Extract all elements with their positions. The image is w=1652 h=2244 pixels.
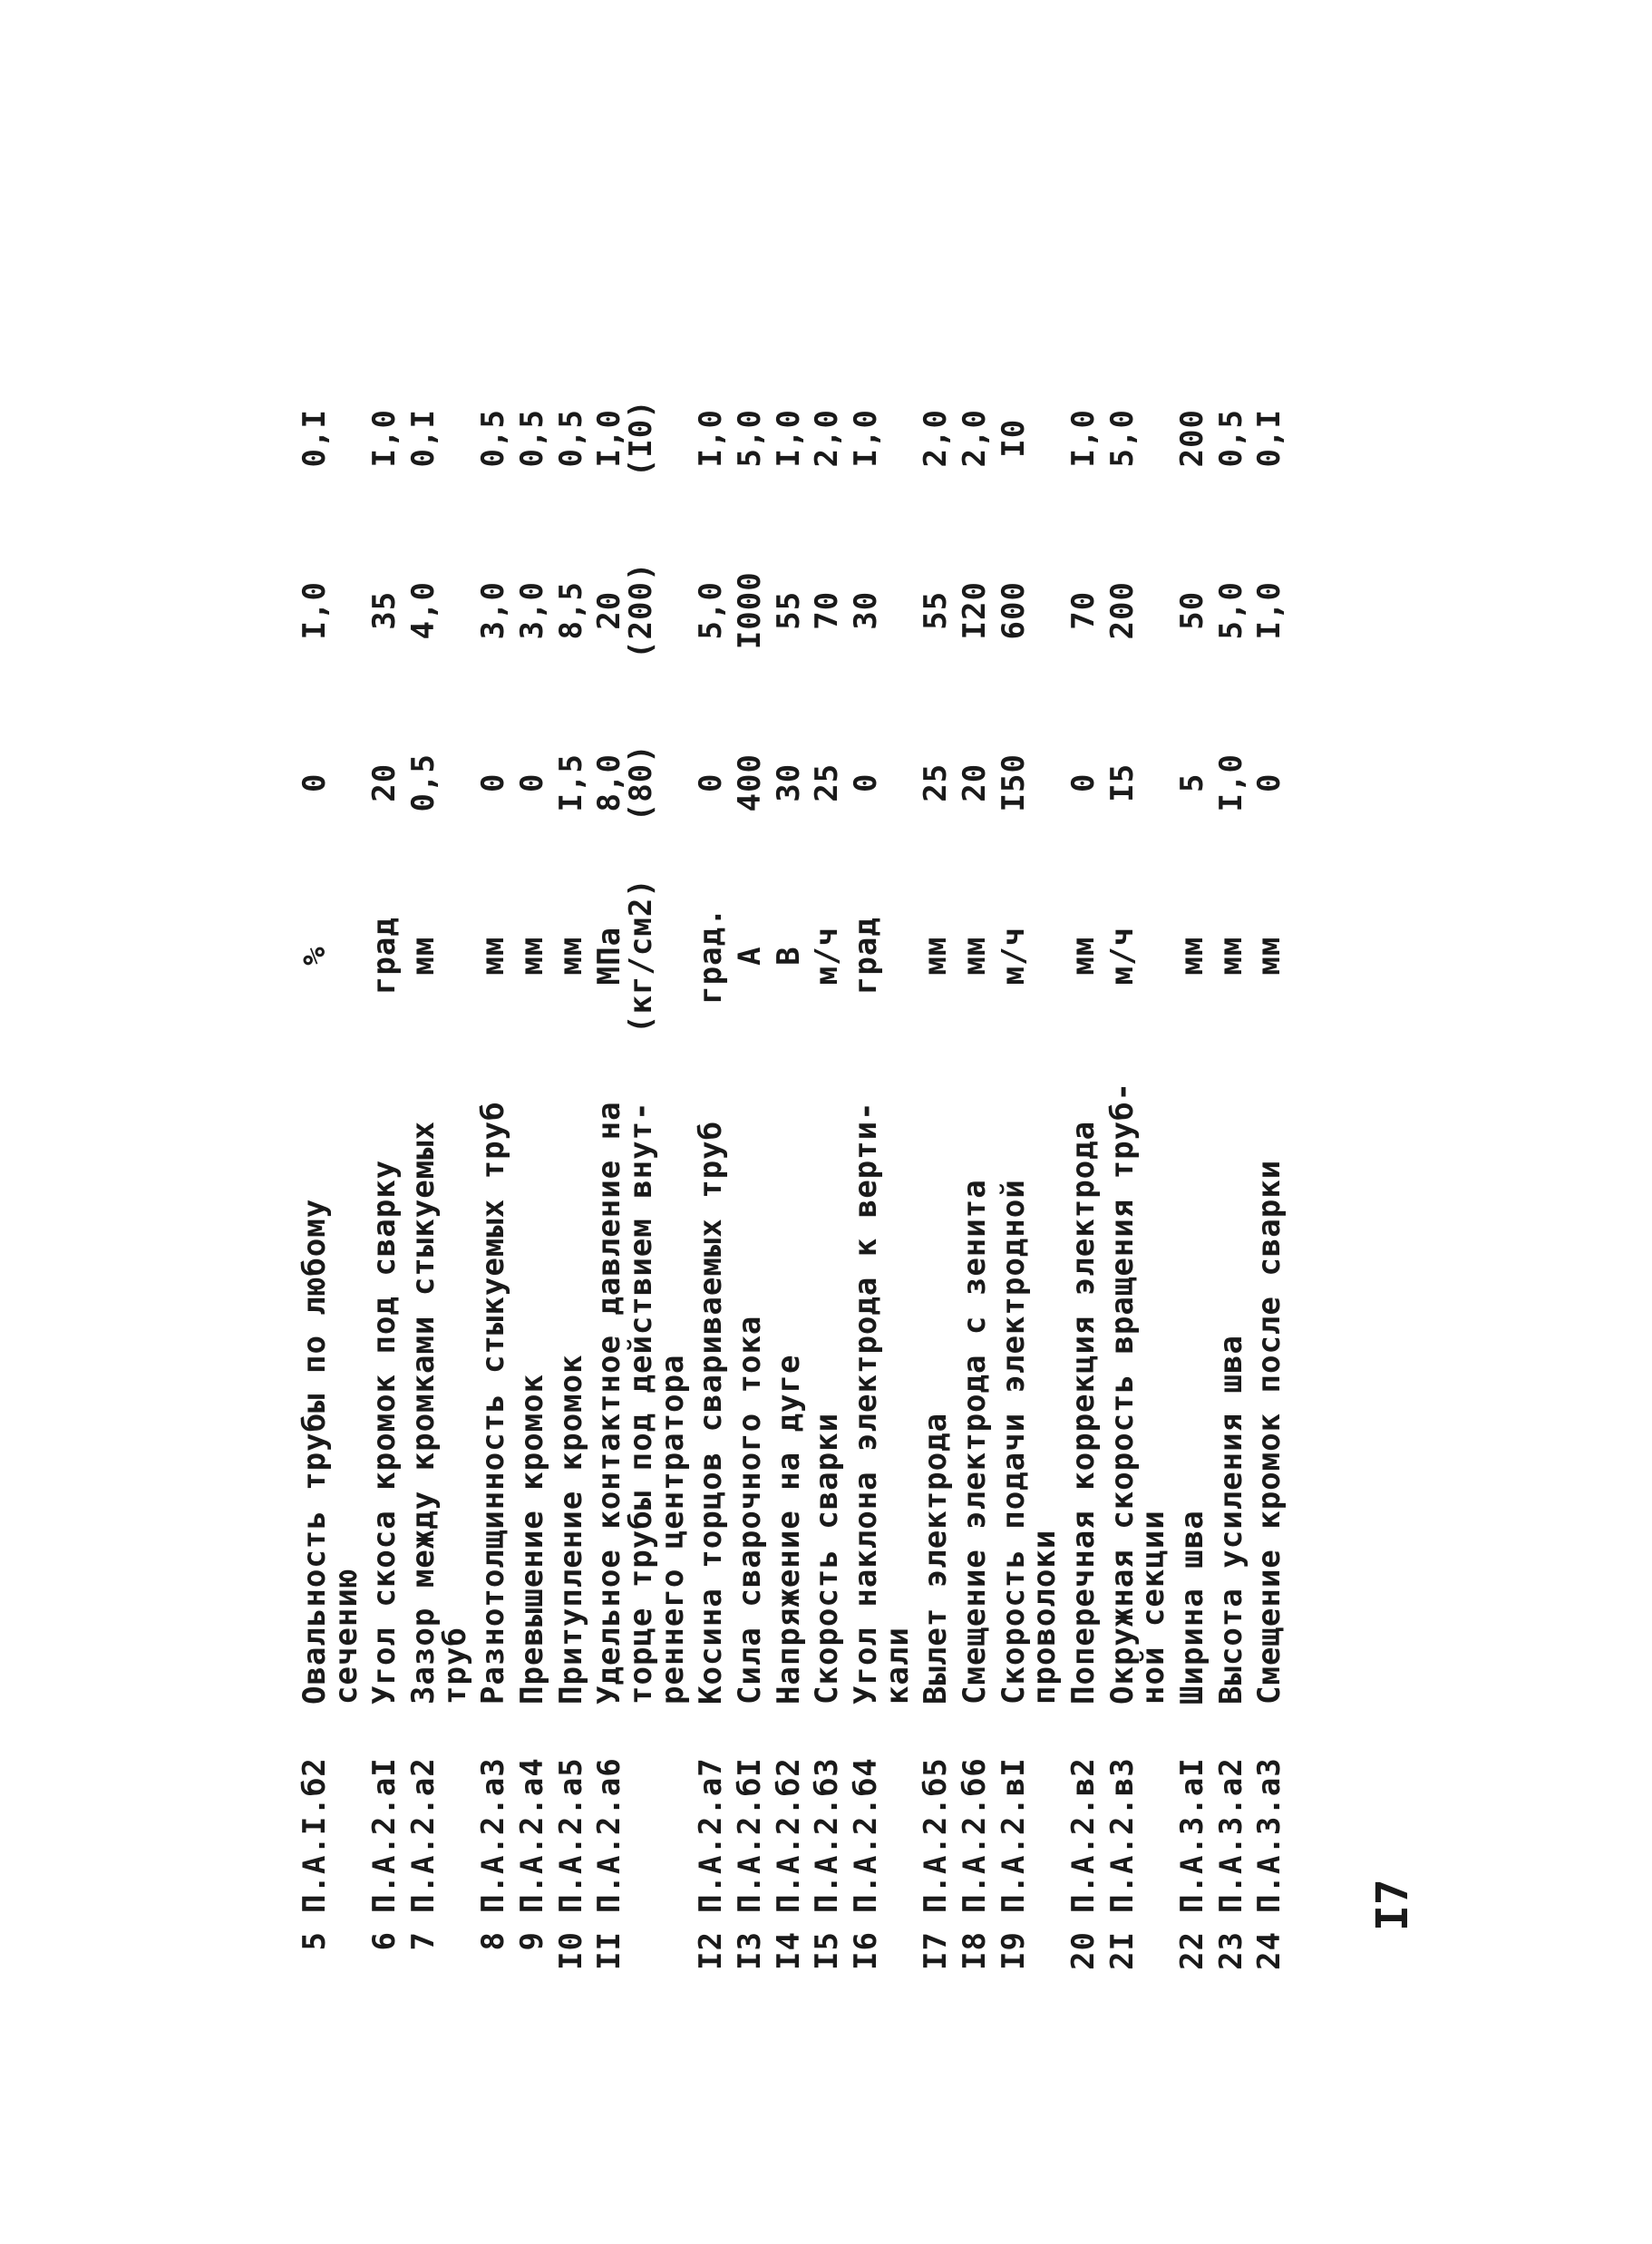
parameter-name xyxy=(296,1043,369,1714)
parameter-name-line: Смещение кромок после сварки xyxy=(1251,1159,1288,1705)
unit-cell-line: мм xyxy=(957,936,994,976)
max-value xyxy=(770,524,812,696)
min-value xyxy=(552,696,595,869)
parameter-code: П.А.2.а3 xyxy=(475,1757,512,1913)
parameter-name xyxy=(1212,1043,1255,1714)
min-value-line: 25 xyxy=(809,763,846,802)
min-value xyxy=(591,696,695,869)
parameter-code: П.А.3.а2 xyxy=(1212,1757,1249,1913)
accuracy-value xyxy=(514,352,556,524)
table-row xyxy=(811,352,850,1995)
accuracy-value-line: I,0 xyxy=(693,409,730,468)
table-row xyxy=(998,352,1068,1995)
row-number: I8 xyxy=(957,1931,994,1970)
parameter-name xyxy=(366,1043,408,1714)
min-value-line: I,0 xyxy=(1212,753,1249,812)
unit-cell xyxy=(405,869,478,1043)
parameter-code: П.А.2.а4 xyxy=(514,1757,551,1913)
parameter-name xyxy=(1065,1043,1107,1714)
parameter-code: П.А.3.а3 xyxy=(1251,1757,1288,1913)
unit-cell xyxy=(475,869,517,1043)
parameter-code: П.А.2.а5 xyxy=(552,1757,589,1913)
parameter-name-line: Высота усиления шва xyxy=(1212,1335,1249,1705)
max-value-line: 30 xyxy=(848,590,885,630)
max-value xyxy=(366,524,408,696)
unit-cell xyxy=(959,869,998,1043)
max-value xyxy=(734,524,773,696)
parameter-name xyxy=(475,1043,517,1714)
unit-cell-line: (кг/см2) xyxy=(623,878,660,1034)
unit-cell-line: % xyxy=(296,946,333,966)
max-value-line: 3,0 xyxy=(514,581,551,640)
min-value xyxy=(1103,696,1177,869)
row-number: I2 xyxy=(693,1931,730,1970)
unit-cell-line: МПа xyxy=(591,926,628,986)
unit-cell-line: мм xyxy=(1065,936,1103,976)
unit-cell xyxy=(1103,869,1177,1043)
accuracy-value xyxy=(920,352,959,524)
max-value-line: 20 xyxy=(591,590,628,630)
max-value-line: 8,5 xyxy=(552,581,589,640)
min-value-line: 0 xyxy=(693,772,730,792)
unit-cell xyxy=(1212,869,1255,1043)
accuracy-value xyxy=(1065,352,1107,524)
max-value xyxy=(1065,524,1107,696)
unit-cell-line: В xyxy=(770,946,807,966)
table-row xyxy=(734,352,773,1995)
unit-cell-line: град xyxy=(366,917,403,996)
table-row xyxy=(1177,352,1216,1995)
table-row xyxy=(959,352,998,1995)
parameter-table-body xyxy=(296,352,1293,1995)
min-value xyxy=(475,696,517,869)
parameter-name xyxy=(811,1043,850,1714)
min-value-line: I5 xyxy=(1103,763,1141,802)
row-number: 6 xyxy=(366,1931,403,1951)
table-row xyxy=(517,352,556,1995)
min-value-line: 8,0 xyxy=(591,753,628,812)
max-value xyxy=(959,524,998,696)
parameter-code: П.А.2.в2 xyxy=(1065,1757,1103,1913)
parameter-name xyxy=(1251,1043,1293,1714)
accuracy-value xyxy=(475,352,517,524)
accuracy-value-line: 0,5 xyxy=(552,409,589,468)
table-row xyxy=(369,352,408,1995)
unit-cell xyxy=(811,869,850,1043)
unit-cell xyxy=(920,869,959,1043)
unit-cell xyxy=(995,869,1068,1043)
page-number: I7 xyxy=(1367,1879,1418,1931)
parameter-name xyxy=(850,1043,920,1714)
accuracy-value xyxy=(1251,352,1293,524)
unit-cell-line: мм xyxy=(514,936,551,976)
min-value xyxy=(1212,696,1255,869)
parameter-code: П.А.I.б2 xyxy=(296,1757,333,1913)
parameter-name xyxy=(1103,1043,1177,1714)
max-value xyxy=(995,524,1068,696)
unit-cell-line: м/ч xyxy=(995,926,1032,986)
parameter-name xyxy=(995,1043,1068,1714)
max-value xyxy=(1251,524,1293,696)
min-value-line: (80) xyxy=(623,743,660,822)
parameter-name-line: проволоки xyxy=(1026,1529,1064,1705)
min-value xyxy=(514,696,556,869)
parameter-name xyxy=(959,1043,998,1714)
parameter-name-line: Ширина шва xyxy=(1174,1510,1211,1705)
parameter-name xyxy=(591,1043,695,1714)
parameter-name-line: Косина торцов свариваемых труб xyxy=(693,1120,730,1705)
accuracy-value-line: I,0 xyxy=(848,409,885,468)
parameter-name xyxy=(734,1043,773,1714)
parameter-code: П.А.2.а6 xyxy=(591,1757,628,1913)
max-value xyxy=(920,524,959,696)
max-value xyxy=(591,524,695,696)
accuracy-value xyxy=(959,352,998,524)
max-value-line: 70 xyxy=(1065,590,1103,630)
parameter-code: П.А.2.б6 xyxy=(957,1757,994,1913)
row-number: 20 xyxy=(1065,1931,1103,1970)
accuracy-value xyxy=(366,352,408,524)
min-value-line: I,5 xyxy=(552,753,589,812)
table-row xyxy=(850,352,920,1995)
parameter-name xyxy=(552,1043,595,1714)
table-row xyxy=(594,352,695,1995)
max-value xyxy=(850,524,920,696)
parameter-name-line: Сила сварочного тока xyxy=(732,1315,769,1705)
max-value-line: 200 xyxy=(1103,581,1141,640)
parameter-name-line: Вылет электрода xyxy=(918,1412,955,1705)
max-value-line: 35 xyxy=(366,590,403,630)
parameter-name-line: Притупление кромок xyxy=(552,1354,589,1705)
accuracy-value-line: 0,5 xyxy=(514,409,551,468)
max-value-line: 50 xyxy=(1174,590,1211,630)
table-row xyxy=(695,352,734,1995)
parameter-code: П.А.2.а7 xyxy=(693,1757,730,1913)
unit-cell xyxy=(850,869,920,1043)
accuracy-value xyxy=(995,352,1068,524)
accuracy-value xyxy=(1103,352,1177,524)
min-value xyxy=(1065,696,1107,869)
min-value xyxy=(734,696,773,869)
unit-cell xyxy=(591,869,695,1043)
table-row xyxy=(1107,352,1177,1995)
max-value xyxy=(475,524,517,696)
parameter-name xyxy=(1174,1043,1216,1714)
accuracy-value xyxy=(1174,352,1216,524)
accuracy-value-line: 0,5 xyxy=(475,409,512,468)
max-value xyxy=(514,524,556,696)
row-number: 9 xyxy=(514,1931,551,1951)
min-value-line: 30 xyxy=(770,763,807,802)
min-value xyxy=(850,696,920,869)
accuracy-value-line: 5,0 xyxy=(732,409,769,468)
parameter-name-line: труб xyxy=(436,1627,473,1705)
row-number: I6 xyxy=(848,1931,885,1970)
max-value xyxy=(695,524,734,696)
parameter-name-line: Разнотолщинность стыкуемых труб xyxy=(475,1101,512,1705)
min-value-line: 0 xyxy=(1065,772,1103,792)
accuracy-value-line: 2,0 xyxy=(957,409,994,468)
parameter-name-line: кали xyxy=(879,1627,916,1705)
row-number: 8 xyxy=(475,1931,512,1951)
accuracy-value xyxy=(591,352,695,524)
max-value-line: I20 xyxy=(957,581,994,640)
unit-cell-line: м/ч xyxy=(809,926,846,986)
min-value xyxy=(995,696,1068,869)
min-value xyxy=(770,696,812,869)
row-number: I3 xyxy=(732,1931,769,1970)
parameter-name-line: ной секции xyxy=(1135,1510,1172,1705)
min-value-line: 0,5 xyxy=(405,753,442,812)
parameter-name-line: Скорость подачи электродной xyxy=(995,1179,1032,1705)
parameter-name xyxy=(514,1043,556,1714)
parameter-name xyxy=(920,1043,959,1714)
max-value-line: 4,0 xyxy=(405,581,442,640)
parameter-name-line: Удельное контактное давление на xyxy=(591,1101,628,1705)
unit-cell xyxy=(296,869,369,1043)
unit-cell-line: град. xyxy=(693,907,730,1005)
unit-cell-line: мм xyxy=(1251,936,1288,976)
row-number: 22 xyxy=(1174,1931,1211,1970)
row-number: 23 xyxy=(1212,1931,1249,1970)
max-value-line: 5,0 xyxy=(693,581,730,640)
min-value xyxy=(296,696,369,869)
table-row xyxy=(773,352,812,1995)
accuracy-value-line: 2,0 xyxy=(809,409,846,468)
parameter-code: П.А.3.аI xyxy=(1174,1757,1211,1913)
row-number: II xyxy=(591,1931,628,1970)
row-number: I4 xyxy=(770,1931,807,1970)
max-value-line: 5,0 xyxy=(1212,581,1249,640)
parameter-name-line: реннего центратора xyxy=(654,1354,691,1705)
parameter-code: П.А.2.б5 xyxy=(918,1757,955,1913)
table-row xyxy=(1254,352,1293,1995)
row-number: 2I xyxy=(1103,1931,1141,1970)
min-value xyxy=(959,696,998,869)
unit-cell-line: град xyxy=(848,917,885,996)
table-row xyxy=(1216,352,1255,1995)
parameter-name-line: торце трубы под действием внут- xyxy=(623,1101,660,1705)
accuracy-value xyxy=(296,352,369,524)
parameter-name xyxy=(695,1043,734,1714)
accuracy-value-line: (I0) xyxy=(623,399,660,478)
accuracy-value-line: 0,5 xyxy=(1212,409,1249,468)
max-value-line: 600 xyxy=(995,581,1032,640)
parameter-name-line: Поперечная коррекция электрода xyxy=(1065,1120,1103,1705)
unit-cell-line: А xyxy=(732,946,769,966)
parameter-name-line: Угол скоса кромок под сварку xyxy=(366,1159,403,1705)
unit-cell xyxy=(552,869,595,1043)
min-value-line: 0 xyxy=(296,772,333,792)
max-value-line: I,0 xyxy=(1251,581,1288,640)
accuracy-value xyxy=(734,352,773,524)
max-value-line: 3,0 xyxy=(475,581,512,640)
min-value-line: 0 xyxy=(514,772,551,792)
unit-cell-line: мм xyxy=(1212,936,1249,976)
unit-cell xyxy=(514,869,556,1043)
parameter-name-line: Овальность трубы по любому сечению xyxy=(296,1198,364,1705)
unit-cell xyxy=(1174,869,1216,1043)
min-value-line: I50 xyxy=(995,753,1032,812)
max-value-line: I000 xyxy=(732,571,769,650)
min-value-line: 400 xyxy=(732,753,769,812)
unit-cell-line: мм xyxy=(475,936,512,976)
unit-cell xyxy=(734,869,773,1043)
accuracy-value xyxy=(695,352,734,524)
parameter-code: П.А.2.аI xyxy=(366,1757,403,1913)
max-value xyxy=(405,524,478,696)
table-row xyxy=(920,352,959,1995)
max-value-line: (200) xyxy=(623,561,660,659)
table-row xyxy=(556,352,595,1995)
parameter-code: П.А.2.б3 xyxy=(809,1757,846,1913)
accuracy-value-line: I,0 xyxy=(770,409,807,468)
parameter-code: П.А.2.б4 xyxy=(848,1757,885,1913)
min-value-line: 0 xyxy=(848,772,885,792)
max-value-line: 70 xyxy=(809,590,846,630)
table-row xyxy=(408,352,478,1995)
unit-cell xyxy=(695,869,734,1043)
min-value-line: 0 xyxy=(475,772,512,792)
min-value-line: 20 xyxy=(957,763,994,802)
accuracy-value-line: 200 xyxy=(1174,409,1211,468)
accuracy-value xyxy=(770,352,812,524)
table-row xyxy=(478,352,517,1995)
min-value xyxy=(811,696,850,869)
accuracy-value-line: I,0 xyxy=(591,409,628,468)
unit-cell-line: мм xyxy=(918,936,955,976)
accuracy-value-line: I,0 xyxy=(366,409,403,468)
rotated-parameter-table xyxy=(296,263,1414,1995)
min-value xyxy=(1174,696,1216,869)
min-value xyxy=(920,696,959,869)
row-number: 7 xyxy=(405,1931,442,1951)
min-value-line: 0 xyxy=(1251,772,1288,792)
accuracy-value-line: 0,I xyxy=(296,409,333,468)
parameter-name-line: Угол наклона электрода к верти- xyxy=(848,1101,885,1705)
unit-cell-line: мм xyxy=(552,936,589,976)
min-value xyxy=(366,696,408,869)
accuracy-value xyxy=(850,352,920,524)
min-value xyxy=(1251,696,1293,869)
max-value xyxy=(1212,524,1255,696)
parameter-name-line: Скорость сварки xyxy=(809,1412,846,1705)
accuracy-value-line: I,0 xyxy=(1065,409,1103,468)
max-value-line: I,0 xyxy=(296,581,333,640)
min-value xyxy=(695,696,734,869)
min-value xyxy=(405,696,478,869)
max-value-line: 55 xyxy=(770,590,807,630)
row-number: 24 xyxy=(1251,1931,1288,1970)
max-value-line: 55 xyxy=(918,590,955,630)
parameter-name xyxy=(405,1043,478,1714)
unit-cell xyxy=(1065,869,1107,1043)
unit-cell xyxy=(770,869,812,1043)
row-number: I5 xyxy=(809,1931,846,1970)
parameter-table xyxy=(296,352,1293,1995)
parameter-code: П.А.2.в3 xyxy=(1103,1757,1141,1913)
max-value xyxy=(1103,524,1177,696)
min-value-line: 20 xyxy=(366,763,403,802)
table-row xyxy=(1068,352,1107,1995)
accuracy-value xyxy=(811,352,850,524)
unit-cell-line: мм xyxy=(1174,936,1211,976)
parameter-name xyxy=(770,1043,812,1714)
parameter-code: П.А.2.бI xyxy=(732,1757,769,1913)
unit-cell xyxy=(366,869,408,1043)
row-number: 5 xyxy=(296,1931,333,1951)
unit-cell-line: м/ч xyxy=(1103,926,1141,986)
parameter-name-line: Превышение кромок xyxy=(514,1374,551,1705)
parameter-code: П.А.2.а2 xyxy=(405,1757,442,1913)
max-value xyxy=(296,524,369,696)
max-value xyxy=(811,524,850,696)
parameter-name-line: Окружная скорость вращения труб- xyxy=(1103,1081,1141,1705)
parameter-name-line: Напряжение на дуге xyxy=(770,1354,807,1705)
unit-cell-line: мм xyxy=(405,936,442,976)
accuracy-value xyxy=(405,352,478,524)
max-value xyxy=(552,524,595,696)
accuracy-value-line: 2,0 xyxy=(918,409,955,468)
accuracy-value-line: 0,I xyxy=(405,409,442,468)
accuracy-value-line: 5,0 xyxy=(1103,409,1141,468)
accuracy-value-line: 0,I xyxy=(1251,409,1288,468)
parameter-code: П.А.2.б2 xyxy=(770,1757,807,1913)
row-number: I7 xyxy=(918,1931,955,1970)
accuracy-value-line: I0 xyxy=(995,418,1032,458)
row-number: I9 xyxy=(995,1931,1032,1970)
parameter-name-line: Зазор между кромками стыкуемых xyxy=(405,1120,442,1705)
min-value-line: 25 xyxy=(918,763,955,802)
row-number: I0 xyxy=(552,1931,589,1970)
table-row xyxy=(299,352,369,1995)
parameter-code: П.А.2.вI xyxy=(995,1757,1032,1913)
parameter-name-line: Смещение электрода с зенита xyxy=(957,1179,994,1705)
min-value-line: 5 xyxy=(1174,772,1211,792)
accuracy-value xyxy=(552,352,595,524)
max-value xyxy=(1174,524,1216,696)
accuracy-value xyxy=(1212,352,1255,524)
unit-cell xyxy=(1251,869,1293,1043)
